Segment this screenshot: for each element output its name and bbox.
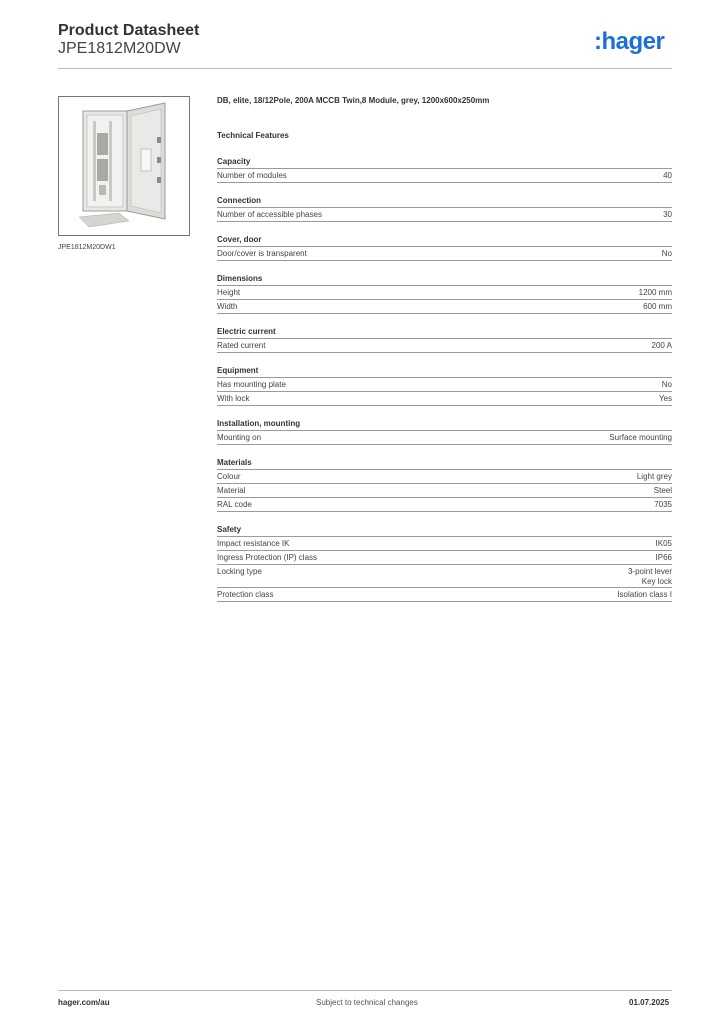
section-heading: Connection: [217, 196, 261, 205]
section-cover-door: [217, 234, 672, 261]
feature-label: RAL code: [217, 500, 252, 509]
feature-value: 200 A: [651, 341, 672, 350]
feature-label: Width: [217, 302, 238, 311]
feature-row: [217, 207, 672, 222]
section-capacity: [217, 156, 672, 183]
feature-value: IP66: [655, 553, 672, 562]
section-heading: Electric current: [217, 327, 276, 336]
section-safety: [217, 524, 672, 602]
product-description: DB, elite, 18/12Pole, 200A MCCB Twin,8 Module, grey, 1200x600x250mm: [217, 96, 490, 105]
feature-label: Rated current: [217, 341, 266, 350]
feature-value: Steel: [653, 486, 672, 495]
feature-row: [217, 168, 672, 183]
page-title: Product Datasheet: [58, 22, 200, 39]
feature-label: Has mounting plate: [217, 380, 286, 389]
logo-text: hager: [601, 28, 665, 55]
section-materials: [217, 457, 672, 512]
footer-website-link[interactable]: hager.com/au: [58, 998, 110, 1007]
feature-row: [217, 587, 672, 602]
image-caption: JPE1812M20DW1: [58, 244, 116, 251]
features-list: [217, 156, 672, 614]
hager-logo: :hager: [594, 28, 665, 55]
section-heading: Installation, mounting: [217, 419, 301, 428]
header-divider: [58, 68, 672, 69]
feature-value: 600 mm: [643, 302, 672, 311]
feature-value: 30: [663, 210, 672, 219]
feature-row: [217, 299, 672, 314]
feature-row: [217, 497, 672, 512]
feature-label: Locking type: [217, 567, 262, 576]
feature-label: Ingress Protection (IP) class: [217, 553, 318, 562]
feature-value: 3-point lever Key lock: [627, 567, 672, 586]
feature-value: Surface mounting: [609, 433, 672, 442]
feature-label: Door/cover is transparent: [217, 249, 307, 258]
technical-features-heading: Technical Features: [217, 131, 289, 140]
section-electric-current: [217, 326, 672, 353]
feature-label: Material: [217, 486, 246, 495]
section-heading: Capacity: [217, 157, 251, 166]
feature-value: Isolation class I: [617, 590, 672, 599]
feature-row: [217, 377, 672, 391]
feature-row: [217, 469, 672, 483]
feature-row: [217, 430, 672, 445]
section-heading: Materials: [217, 458, 252, 467]
product-image: [58, 96, 190, 236]
feature-value: Light grey: [636, 472, 672, 481]
feature-label: Impact resistance IK: [217, 539, 290, 548]
feature-value: 40: [663, 171, 672, 180]
enclosure-illustration: [59, 97, 189, 235]
feature-label: With lock: [217, 394, 250, 403]
section-heading: Safety: [217, 525, 242, 534]
section-dimensions: [217, 273, 672, 314]
feature-row: [217, 564, 672, 587]
feature-row: [217, 536, 672, 550]
feature-value: No: [661, 249, 672, 258]
feature-row: [217, 285, 672, 299]
footer-notice: Subject to technical changes: [316, 998, 418, 1007]
section-heading: Dimensions: [217, 274, 263, 283]
product-code: JPE1812M20DW: [58, 40, 181, 57]
footer-date: 01.07.2025: [629, 998, 670, 1007]
feature-label: Mounting on: [217, 433, 262, 442]
feature-value: No: [661, 380, 672, 389]
feature-label: Colour: [217, 472, 241, 481]
feature-row: [217, 391, 672, 406]
feature-row: [217, 483, 672, 497]
feature-row: [217, 550, 672, 564]
feature-value: 7035: [654, 500, 672, 509]
section-connection: [217, 195, 672, 222]
footer-divider: [58, 990, 672, 991]
feature-label: Protection class: [217, 590, 274, 599]
section-equipment: [217, 365, 672, 406]
feature-value: IK05: [655, 539, 672, 548]
section-heading: Cover, door: [217, 235, 262, 244]
section-installation: [217, 418, 672, 445]
feature-value: Yes: [658, 394, 672, 403]
feature-row: [217, 246, 672, 261]
feature-label: Number of modules: [217, 171, 287, 180]
feature-value: 1200 mm: [638, 288, 672, 297]
feature-row: [217, 338, 672, 353]
section-heading: Equipment: [217, 366, 259, 375]
feature-label: Height: [217, 288, 241, 297]
feature-label: Number of accessible phases: [217, 210, 322, 219]
